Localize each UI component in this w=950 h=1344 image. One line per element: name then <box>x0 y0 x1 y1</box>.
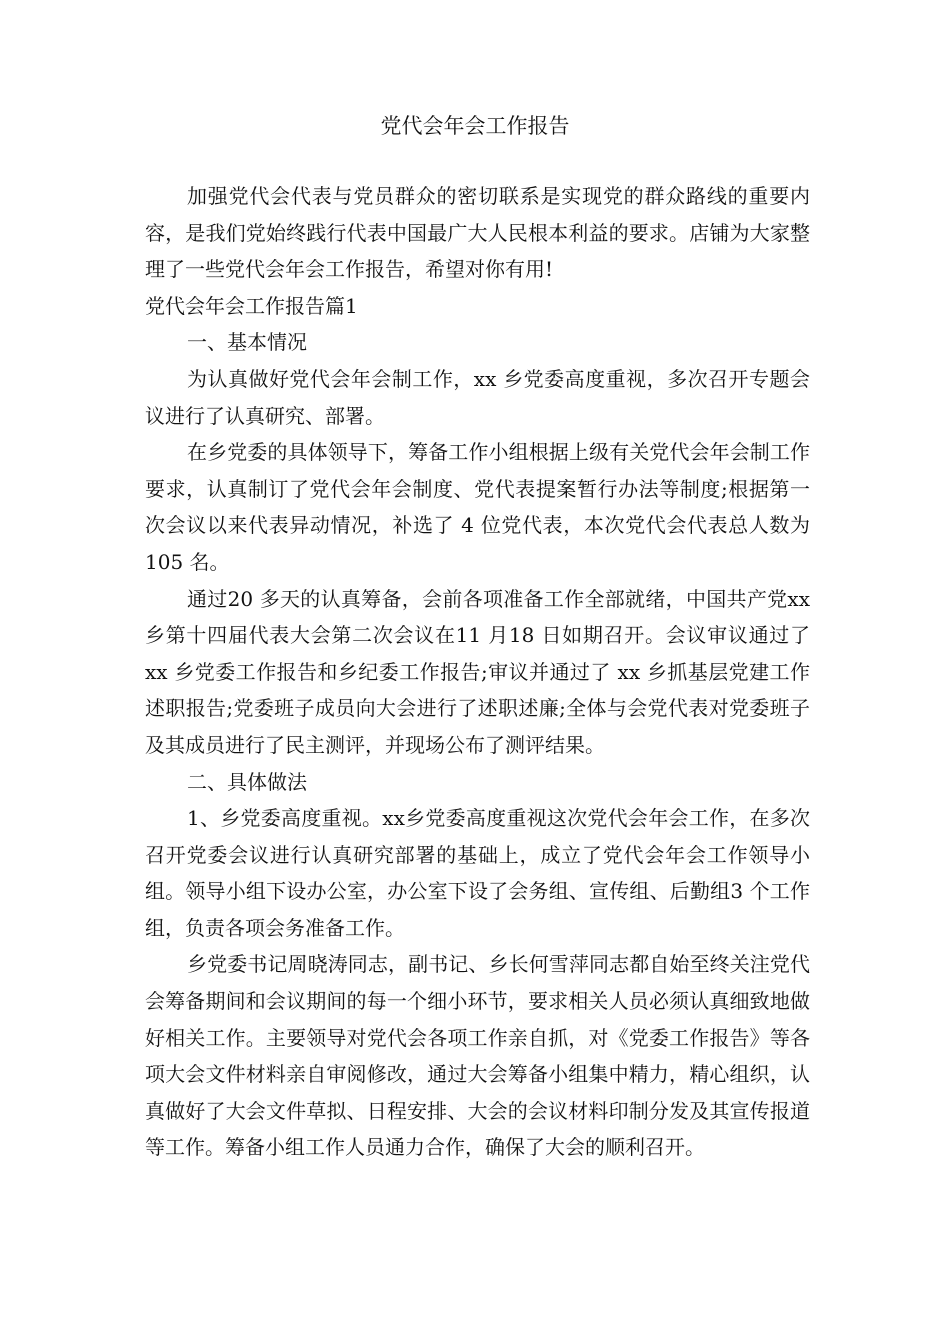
paragraph-intro: 加强党代会代表与党员群众的密切联系是实现党的群众路线的重要内容，是我们党始终践行代表中国最广大人民根本利益的要求。店铺为大家整理了一些党代会年会工作报告，希望对你有用! <box>145 184 810 282</box>
subheading-basic-situation: 一、基本情况 <box>187 330 307 355</box>
paragraph: 乡党委书记周晓涛同志，副书记、乡长何雪萍同志都自始至终关注党代会筹备期间和会议期间的每一个细小环节，要求相关人员必须认真细致地做好相关工作。主要领导对党代会各项工作亲自抓，对《党委工作报告》等各项大会文件材料亲自审阅修改，通过大会筹备小组集中精力，精心组织，认真做好了大会文件草拟、日程安排、大会的会议材料印制分发及其宣传报道等工作。筹备小组工作人员通力合作，确保了大会的顺利召开。 <box>145 952 810 1160</box>
document-body <box>145 178 810 1166</box>
paragraph: 1、乡党委高度重视。xx乡党委高度重视这次党代会年会工作，在多次召开党委会议进行认真研究部署的基础上，成立了党代会年会工作领导小组。领导小组下设办公室，办公室下设了会务组、宣传组、后勤组3 个工作组，负责各项会务准备工作。 <box>145 806 810 940</box>
paragraph: 在乡党委的具体领导下，筹备工作小组根据上级有关党代会年会制工作要求，认真制订了党代会年会制度、党代表提案暂行办法等制度;根据第一次会议以来代表异动情况，补选了 4 位党代表，本次党代会代表总人数为105 名。 <box>145 440 810 574</box>
paragraph: 通过20 多天的认真筹备，会前各项准备工作全部就绪，中国共产党xx乡第十四届代表大会第二次会议在11 月18 日如期召开。会议审议通过了 xx 乡党委工作报告和乡纪委工作报告;审议并通过了 xx 乡抓基层党建工作述职报告;党委班子成员向大会进行了述职述廉;全体与会党代表对党委班子及其成员进行了民主测评，并现场公布了测评结果。 <box>145 586 810 757</box>
paragraph: 为认真做好党代会年会制工作，xx 乡党委高度重视，多次召开专题会议进行了认真研究、部署。 <box>145 366 810 428</box>
subheading-specific-practices: 二、具体做法 <box>187 769 307 794</box>
section-heading-report-1: 党代会年会工作报告篇1 <box>145 293 358 318</box>
document-title: 党代会年会工作报告 <box>380 114 570 138</box>
